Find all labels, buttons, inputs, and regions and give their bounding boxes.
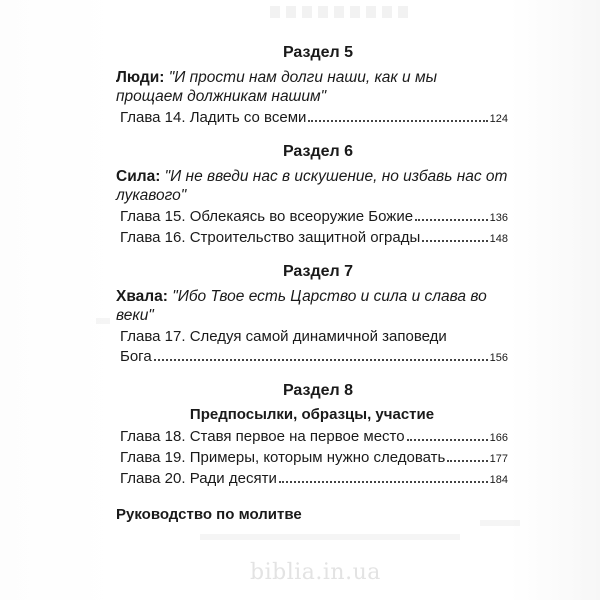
- chapter-title-line: Глава 17. Следуя самой динамичной заповеди: [120, 328, 447, 345]
- section-title: Раздел 7: [282, 263, 354, 280]
- theme-quote: "И прости нам долги наши, как и мы прощаем должникам нашим": [116, 69, 438, 105]
- section-5: [116, 44, 508, 129]
- toc-entry[interactable]: [116, 207, 508, 228]
- section-theme: [116, 167, 508, 205]
- theme-label: Хвала:: [116, 288, 168, 305]
- chapter-title: Бога: [120, 348, 152, 365]
- page-number: 124: [489, 113, 508, 125]
- toc-entry[interactable]: [116, 108, 508, 129]
- bleed-mark: [200, 534, 460, 540]
- toc-entry[interactable]: [116, 469, 508, 490]
- watermark: biblia.in.ua: [250, 560, 381, 585]
- theme-quote: "Ибо Твое есть Царство и сила и слава во веки": [116, 288, 487, 324]
- chapter-title: Глава 14. Ладить со всеми: [120, 109, 307, 126]
- dot-leader: [415, 219, 488, 221]
- toc-entry[interactable]: [116, 427, 508, 448]
- chapter-title: Глава 20. Ради десяти: [120, 470, 277, 487]
- chapter-title: Глава 19. Примеры, которым нужно следовать: [120, 449, 446, 466]
- dot-leader: [279, 481, 488, 483]
- section-title: Раздел 6: [282, 143, 354, 160]
- bleed-through-text: [270, 6, 410, 18]
- prayer-guide-heading[interactable]: Руководство по молитве: [116, 506, 302, 523]
- toc-entry[interactable]: [116, 347, 508, 368]
- toc-entry[interactable]: [116, 228, 508, 249]
- section-6: [116, 143, 508, 249]
- theme-label: Сила:: [116, 168, 161, 185]
- page-number: 177: [489, 453, 508, 465]
- section-theme: [116, 287, 508, 325]
- section-theme: [116, 68, 508, 106]
- chapter-title: Глава 18. Ставя первое на первое место: [120, 428, 405, 445]
- dot-leader: [407, 439, 488, 441]
- page-number: 184: [489, 474, 508, 486]
- table-of-contents: [116, 44, 508, 523]
- toc-entry[interactable]: [116, 448, 508, 469]
- chapter-title: Глава 16. Строительство защитной ограды: [120, 229, 421, 246]
- section-7: [116, 263, 508, 368]
- section-subtitle: Предпосылки, образцы, участие: [189, 406, 435, 423]
- page-number: 156: [489, 352, 508, 364]
- section-title: Раздел 5: [282, 44, 354, 61]
- dot-leader: [154, 359, 488, 361]
- dot-leader: [447, 460, 487, 462]
- theme-label: Люди:: [116, 69, 165, 86]
- theme-quote: "И не введи нас в искушение, но избавь нас от лукавого": [116, 168, 508, 204]
- dot-leader: [422, 240, 487, 242]
- section-8: [116, 382, 508, 490]
- bleed-mark: [96, 318, 110, 324]
- chapter-title: Глава 15. Облекаясь во всеоружие Божие: [120, 208, 414, 225]
- section-title: Раздел 8: [282, 382, 354, 399]
- page-number: 166: [489, 432, 508, 444]
- page-number: 136: [489, 212, 508, 224]
- page-number: 148: [489, 233, 508, 245]
- dot-leader: [308, 120, 487, 122]
